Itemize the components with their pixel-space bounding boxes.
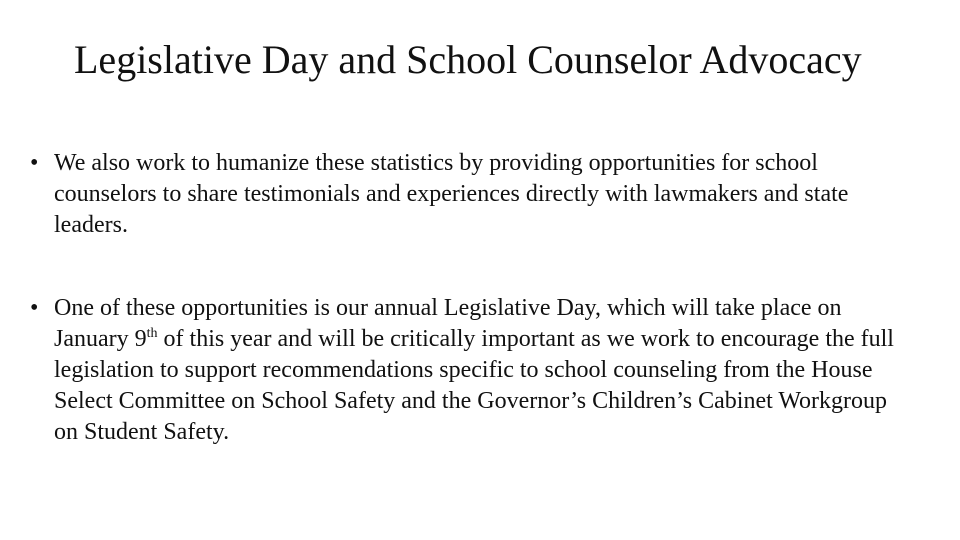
bullet-item — [30, 293, 910, 448]
bullet-text-after: of this year and will be critically important as we work to encourage the full legislation to support recommendations specific to school counseling from the House Select Committee on School Safety and the Governor’s Children’s Cabinet Workgroup on Student Safety. — [54, 326, 894, 445]
bullet-icon: • — [30, 295, 39, 321]
date-superscript: th — [146, 326, 158, 341]
bullet-item — [30, 148, 910, 241]
bullet-icon: • — [30, 150, 39, 176]
bullet-list — [30, 148, 910, 448]
slide-title: Legislative Day and School Counselor Advocacy — [74, 37, 862, 82]
bullet-text-before: One of these opportunities is our annual Legislative Day, which will take place on January 9 — [54, 295, 842, 352]
bullet-text: We also work to humanize these statistics by providing opportunities for school counselors to share testimonials and experiences directly with lawmakers and state leaders. — [54, 150, 849, 238]
